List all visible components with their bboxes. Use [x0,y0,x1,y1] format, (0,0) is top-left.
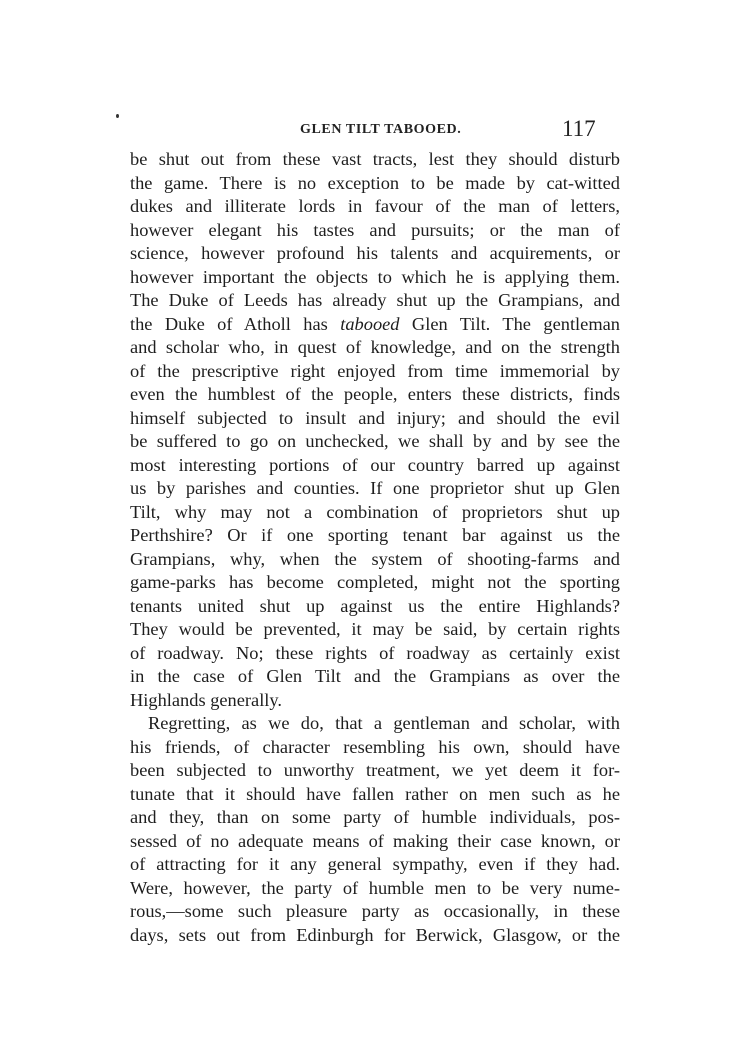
text-line: tunate that it should have fallen rather on men such as he [130,783,620,804]
paragraph-1 [130,148,620,712]
text-line: us by parishes and counties. If one proprietor shut up Glen [130,478,620,498]
text-line: Grampians, why, when the system of shooting-farms and [130,548,620,569]
text-line: his friends, of character resembling his own, should have [130,736,620,757]
text-line: of roadway. No; these rights of roadway as certainly exist [130,642,620,663]
text-line: Were, however, the party of humble men to be very nume- [130,877,620,898]
text-line: most interesting portions of our country barred up against [130,454,620,475]
text-line: in the case of Glen Tilt and the Grampians as over the [130,666,620,686]
text-line: however important the objects to which he is applying them. [130,266,620,287]
text-line: They would be prevented, it may be said, by certain rights [130,619,620,639]
text-line: Tilt, why may not a combination of proprietors shut up [130,501,620,522]
ink-speck [116,114,119,118]
body-text [130,148,620,947]
text-line: days, sets out from Edinburgh for Berwick, Glasgow, or the [130,924,620,945]
text-line: been subjected to unworthy treatment, we yet deem it for- [130,760,620,780]
text-line: Highlands generally. [130,689,283,710]
text-line: Regretting, as we do, that a gentleman and scholar, with [148,713,620,733]
text-line: rous,—some such pleasure party as occasionally, in these [130,901,620,921]
text-line: The Duke of Leeds has already shut up the Grampians, and [130,290,620,310]
text-line: himself subjected to insult and injury; and should the evil [130,407,620,428]
text-line: game-parks has become completed, might not the sporting [130,572,620,592]
text-line: science, however profound his talents and acquirements, or [130,243,620,263]
text-line: tenants united shut up against us the entire Highlands? [130,595,620,616]
page-number: 117 [562,116,596,141]
text-line: be shut out from these vast tracts, lest they should disturb [130,149,620,169]
text-line: Perthshire? Or if one sporting tenant bar against us the [130,525,620,545]
text-line: and scholar who, in quest of knowledge, and on the strength [130,337,620,357]
text-line: of the prescriptive right enjoyed from time immemorial by [130,360,620,381]
text-line: the game. There is no exception to be made by cat-witted [130,172,620,193]
text-line: of attracting for it any general sympathy, even if they had. [130,854,620,874]
running-header-title: GLEN TILT TABOOED. [300,122,462,137]
paragraph-2 [130,712,620,947]
text-line: dukes and illiterate lords in favour of the man of letters, [130,196,620,216]
text-line: however elegant his tastes and pursuits; or the man of [130,219,620,240]
text-line: sessed of no adequate means of making their case known, or [130,830,620,851]
text-line: and they, than on some party of humble individuals, pos- [130,807,620,827]
text-line: even the humblest of the people, enters these districts, finds [130,384,620,404]
text-line: the Duke of Atholl has tabooed Glen Tilt. The gentleman [130,313,620,334]
text-line: be suffered to go on unchecked, we shall by and by see the [130,431,620,451]
